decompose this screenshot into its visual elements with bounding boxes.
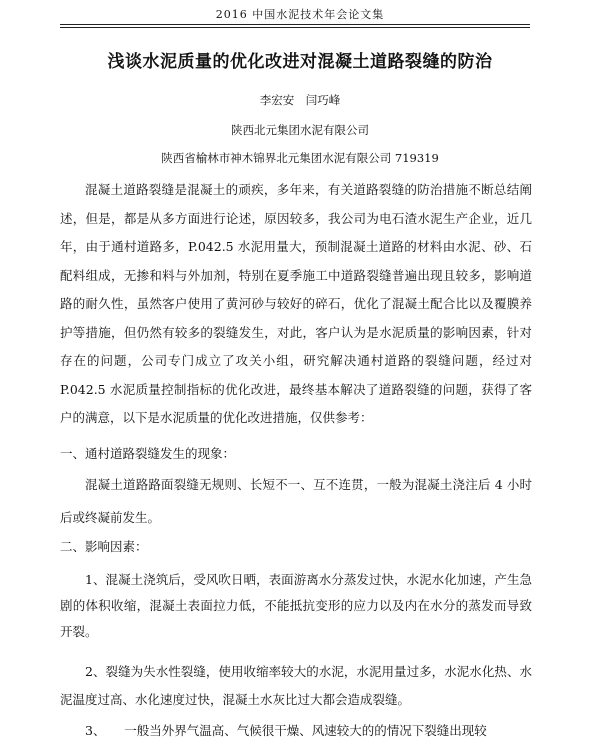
section-heading-phenomenon: 一、通村道路裂缝发生的现象： xyxy=(60,446,236,461)
factor-3-paragraph: 3、 一般当外界气温高、气候很干燥、风速较大的的情况下裂缝出现较 xyxy=(85,723,487,738)
intro-paragraph: 混凝土道路裂缝是混凝土的顽疾，多年来，有关道路裂缝的防治措施不断总结阐述，但是，都是从多方面进行论述，原因较多，我公司为电石渣水泥生产企业，近几年，由于通村道路多，P.042.5 水泥用量大，预制混凝土道路的材料由水泥、砂、石配料组成，无掺和料与外加剂，特别在夏季施工中道路裂缝普遍出现且较多，影响道路的耐久性，虽然客户使用了黄河砂与较好的碎石，优化了混凝土配合比以及覆膜养护等措施，但仍然有较多的裂缝发生，对此，客户认为是水泥质量的影响因素，针对存在的问题，公司专门成立了攻关小组，研究解决通村道路的裂缝问题，经过对 P.042.5 水泥质量控制指标的优化改进，最终基本解决了道路裂缝的问题，获得了客户的满意，以下是水泥质量的优化改进措施，仅供参考： xyxy=(60,182,532,425)
running-header: 2016 中国水泥技术年会论文集 xyxy=(215,8,385,21)
organization: 陕西北元集团水泥有限公司 xyxy=(231,123,369,137)
header-rule xyxy=(60,24,530,28)
section-heading-factors: 二、影响因素： xyxy=(60,539,148,554)
factor-1-paragraph: 1、混凝土浇筑后，受风吹日晒，表面游离水分蒸发过快，水泥水化加速，产生急剧的体积收缩，混凝土表面拉力低，不能抵抗变形的应力以及内在水分的蒸发而导致开裂。 xyxy=(60,572,532,639)
factor-2-paragraph: 2、裂缝为失水性裂缝，使用收缩率较大的水泥，水泥用量过多，水泥水化热、水泥温度过高、水化速度过快，混凝土水灰比过大都会造成裂缝。 xyxy=(60,664,532,707)
address: 陕西省榆林市神木锦界北元集团水泥有限公司 719319 xyxy=(161,151,439,165)
paper-title: 浅谈水泥质量的优化改进对混凝土道路裂缝的防治 xyxy=(107,52,493,72)
phenomenon-paragraph: 混凝土道路路面裂缝无规则、长短不一、互不连贯，一般为混凝土浇注后 4 小时后或终凝前发生。 xyxy=(60,477,532,525)
authors: 李宏安 闫巧峰 xyxy=(259,93,341,107)
